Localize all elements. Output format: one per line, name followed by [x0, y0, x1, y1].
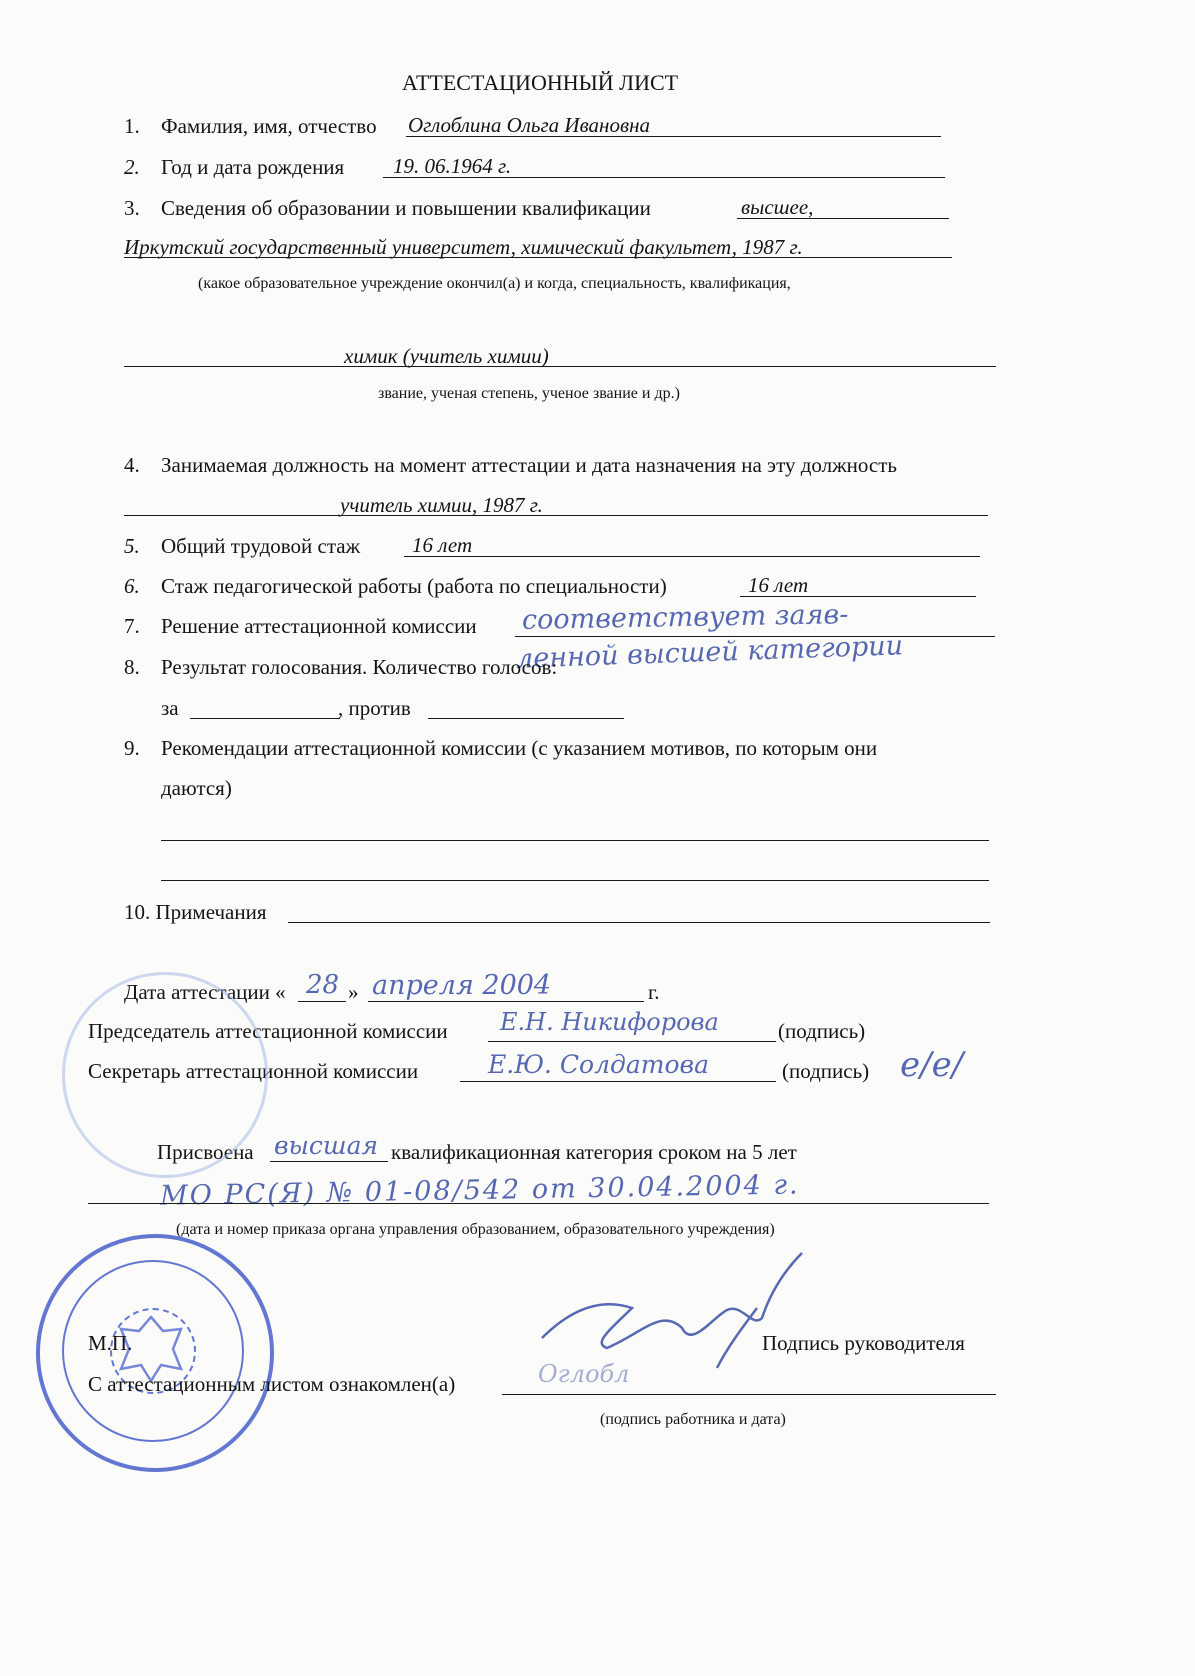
attestation-date-label: Дата аттестации « [124, 980, 286, 1004]
decision-label: Решение аттестационной комиссии [161, 614, 477, 638]
underline [406, 136, 941, 137]
underline [737, 218, 949, 219]
decision-handwriting: соответствует заяв- [521, 599, 849, 636]
chair-label: Председатель аттестационной комиссии [88, 1019, 448, 1043]
birth-label: Год и дата рождения [161, 155, 345, 179]
item-number: 9. [124, 736, 140, 760]
secretary-signature: Е.Ю. Солдатова [488, 1050, 709, 1079]
votes-for-label: за [161, 696, 179, 720]
item-number: 8. [124, 655, 140, 679]
recommendations-label-cont: даются) [161, 776, 232, 800]
assigned-rest: квалификационная категория сроком на 5 лет [391, 1140, 797, 1164]
year-suffix: г. [648, 980, 660, 1004]
underline [368, 1001, 644, 1002]
mp-label: М.П. [88, 1331, 133, 1355]
notes-label: 10. Примечания [124, 900, 267, 924]
assigned-label: Присвоена [157, 1140, 254, 1164]
item-number: 6. [124, 574, 140, 598]
worker-signature: Оглобл [538, 1360, 630, 1388]
underline [124, 515, 988, 516]
order-hint: (дата и номер приказа органа управления образованием, образовательного учреждения) [176, 1221, 775, 1238]
underline [124, 257, 952, 258]
page-title: АТТЕСТАЦИОННЫЙ ЛИСТ [402, 70, 679, 95]
underline [88, 1203, 989, 1204]
total-experience-label: Общий трудовой стаж [161, 534, 361, 558]
voting-label: Результат голосования. Количество голосов: [161, 655, 558, 679]
fio-value: Оглоблина Ольга Ивановна [408, 113, 650, 137]
underline [288, 922, 990, 923]
item-number: 1. [124, 114, 140, 138]
fio-label: Фамилия, имя, отчество [161, 114, 377, 138]
underline [161, 880, 989, 881]
assigned-category: высшая [274, 1131, 379, 1160]
underline [740, 596, 976, 597]
votes-against-line [428, 718, 624, 719]
attestation-month-year: апреля 2004 [372, 970, 552, 1001]
underline [460, 1081, 776, 1082]
underline [298, 1001, 346, 1002]
education-institution: Иркутский государственный университет, химический факультет, 1987 г. [124, 235, 803, 259]
faint-stamp [62, 972, 268, 1178]
position-value: учитель химии, 1987 г. [340, 493, 543, 517]
education-value: высшее, [741, 195, 814, 219]
position-label: Занимаемая должность на момент аттестации и дата назначения на эту должность [161, 453, 897, 477]
recommendations-label: Рекомендации аттестационной комиссии (с указанием мотивов, по которым они [161, 736, 878, 760]
item-number: 5. [124, 534, 140, 558]
underline [488, 1041, 776, 1042]
item-number: 7. [124, 614, 140, 638]
item-number: 2. [124, 155, 140, 179]
teaching-experience-value: 16 лет [748, 573, 809, 597]
familiar-label: С аттестационным листом ознакомлен(а) [88, 1372, 456, 1396]
chair-sign-hint: (подпись) [778, 1019, 866, 1043]
votes-against-label: , против [338, 696, 411, 720]
attestation-day: 28 [306, 970, 340, 1000]
votes-for-line [190, 718, 340, 719]
education-label: Сведения об образовании и повышении квалификации [161, 196, 651, 220]
teaching-experience-label: Стаж педагогической работы (работа по специальности) [161, 574, 667, 598]
secretary-label: Секретарь аттестационной комиссии [88, 1059, 419, 1083]
qualification-value: химик (учитель химии) [344, 344, 549, 368]
head-signature-label: Подпись руководителя [762, 1331, 965, 1355]
underline [502, 1394, 996, 1395]
item-number: 3. [124, 196, 140, 220]
chair-signature: Е.Н. Никифорова [500, 1008, 719, 1036]
underline [270, 1161, 388, 1162]
item-number: 4. [124, 453, 140, 477]
order-handwriting: МО РС(Я) № 01-08/542 от 30.04.2004 г. [159, 1169, 800, 1212]
margin-note: е/е/ [900, 1045, 964, 1085]
total-experience-value: 16 лет [412, 533, 473, 557]
underline [383, 177, 945, 178]
decision-handwriting: ленной высшей категории [515, 630, 904, 675]
qualification-hint: звание, ученая степень, ученое звание и др.) [378, 385, 680, 402]
education-hint: (какое образовательное учреждение окончил(а) и когда, специальность, квалификация, [198, 275, 791, 292]
secretary-sign-hint: (подпись) [782, 1059, 870, 1083]
worker-sign-hint: (подпись работника и дата) [600, 1411, 786, 1428]
underline [124, 366, 996, 367]
underline [404, 556, 980, 557]
close-quote: » [348, 980, 359, 1004]
birth-value: 19. 06.1964 г. [393, 154, 512, 178]
underline [161, 840, 989, 841]
